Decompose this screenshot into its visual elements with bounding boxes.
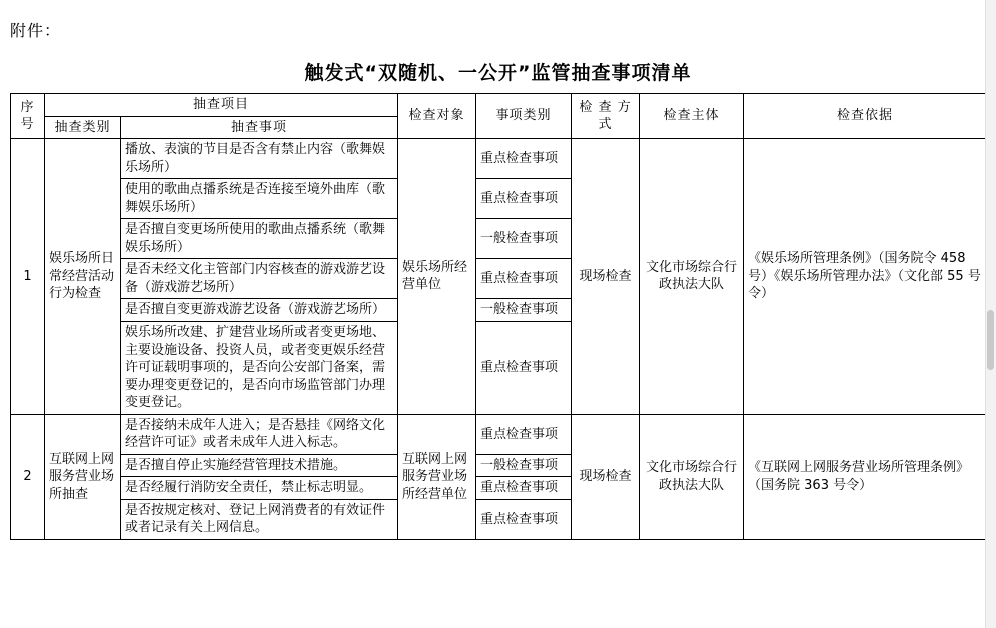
cell-type: 重点检查事项 [476, 259, 572, 299]
header-seq: 序号 [11, 94, 45, 139]
scrollbar-thumb[interactable] [987, 310, 994, 370]
cell-item: 是否经履行消防安全责任，禁止标志明显。 [121, 477, 398, 500]
cell-mode: 现场检查 [572, 414, 640, 539]
header-basis: 检查依据 [744, 94, 987, 139]
table-header-row-1 [11, 94, 987, 117]
header-item: 抽查事项 [121, 116, 398, 139]
cell-type: 一般检查事项 [476, 219, 572, 259]
table-row [11, 139, 987, 179]
cell-mode: 现场检查 [572, 139, 640, 415]
cell-item: 是否按规定核对、登记上网消费者的有效证件或者记录有关上网信息。 [121, 499, 398, 539]
cell-object: 互联网上网服务营业场所经营单位 [398, 414, 476, 539]
cell-object: 娱乐场所经营单位 [398, 139, 476, 415]
header-mode: 检 查 方式 [572, 94, 640, 139]
header-type: 事项类别 [476, 94, 572, 139]
header-inspection-items-group: 抽查项目 [45, 94, 398, 117]
cell-item: 使用的歌曲点播系统是否连接至境外曲库（歌舞娱乐场所） [121, 179, 398, 219]
cell-seq: 1 [11, 139, 45, 415]
cell-basis: 《娱乐场所管理条例》（国务院令 458 号）《娱乐场所管理办法》（文化部 55 号令） [744, 139, 987, 415]
cell-type: 重点检查事项 [476, 499, 572, 539]
cell-item: 是否未经文化主管部门内容核查的游戏游艺设备（游戏游艺场所） [121, 259, 398, 299]
attachment-label: 附件： [10, 21, 62, 40]
cell-subject: 文化市场综合行政执法大队 [640, 139, 744, 415]
vertical-scrollbar[interactable] [985, 0, 996, 628]
cell-type: 重点检查事项 [476, 477, 572, 500]
header-object: 检查对象 [398, 94, 476, 139]
cell-item: 是否擅自变更游戏游艺设备（游戏游艺场所） [121, 299, 398, 322]
header-subject: 检查主体 [640, 94, 744, 139]
cell-item: 娱乐场所改建、扩建营业场所或者变更场地、主要设施设备、投资人员，或者变更娱乐经营许可证载明事项的，是否向公安部门备案，需要办理变更登记的，是否向市场监管部门办理变更登记。 [121, 322, 398, 415]
page-title: 触发式“双随机、一公开”监管抽查事项清单 [304, 62, 692, 84]
cell-item: 播放、表演的节目是否含有禁止内容（歌舞娱乐场所） [121, 139, 398, 179]
inspection-items-table [10, 93, 987, 540]
cell-type: 重点检查事项 [476, 322, 572, 415]
cell-category: 互联网上网服务营业场所抽查 [45, 414, 121, 539]
cell-item: 是否擅自变更场所使用的歌曲点播系统（歌舞娱乐场所） [121, 219, 398, 259]
cell-type: 重点检查事项 [476, 414, 572, 454]
cell-type: 重点检查事项 [476, 179, 572, 219]
cell-item: 是否擅自停止实施经营管理技术措施。 [121, 454, 398, 477]
cell-category: 娱乐场所日常经营活动行为检查 [45, 139, 121, 415]
cell-item: 是否接纳未成年人进入；是否悬挂《网络文化经营许可证》或者未成年人进入标志。 [121, 414, 398, 454]
cell-basis: 《互联网上网服务营业场所管理条例》（国务院 363 号令） [744, 414, 987, 539]
header-category: 抽查类别 [45, 116, 121, 139]
cell-type: 一般检查事项 [476, 299, 572, 322]
table-row [11, 414, 987, 454]
cell-type: 一般检查事项 [476, 454, 572, 477]
cell-subject: 文化市场综合行政执法大队 [640, 414, 744, 539]
cell-seq: 2 [11, 414, 45, 539]
cell-type: 重点检查事项 [476, 139, 572, 179]
